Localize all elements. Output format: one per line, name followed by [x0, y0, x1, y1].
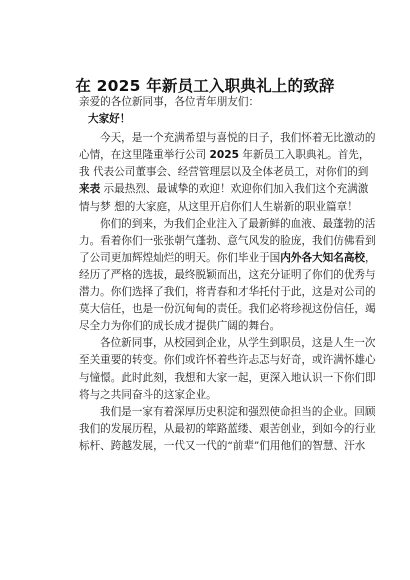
paragraph-line: 尽全力为你们的成长成才提供广阔的舞台。 — [79, 320, 281, 333]
document-body — [79, 94, 376, 455]
paragraph-line: 将与之共同奋斗的这家企业。 — [79, 388, 217, 401]
paragraph-line: 至关重要的转变。你们或许怀着些许忐忑与好奇，或许满怀雄心 — [79, 354, 376, 367]
paragraph-line: 今天，是一个充满希望与喜悦的日子，我们怀着无比激动的 — [100, 132, 376, 145]
paragraph-line: 我们是一家有着深厚历史积淀和强烈使命担当的企业。回顾 — [100, 405, 376, 418]
paragraph-line: 莫大信任，也是一份沉甸甸的责任。我们必将珍视这份信任，竭 — [79, 303, 376, 316]
paragraph-line: 了公司更加辉煌灿烂的明天。你们毕业于国内外各大知名高校， — [79, 251, 376, 264]
paragraph-line: 与憧憬。此时此刻，我想和大家一起，更深入地认识一下你们即 — [79, 371, 376, 384]
paragraph-line: 力。看着你们一张张朝气蓬勃、意气风发的脸庞，我们仿佛看到 — [79, 234, 376, 247]
document-title: 在 2025 年新员工入职典礼上的致辞 — [75, 77, 335, 95]
paragraph-line: 我 代表公司董事会、经营管理层以及全体老员工，对你们的到 — [79, 166, 369, 179]
paragraph-line: 经历了严格的选拔，最终脱颖而出，这充分证明了你们的优秀与 — [79, 268, 376, 281]
salutation: 亲爱的各位新同事，各位青年朋友们： — [79, 96, 260, 108]
paragraph-line: 标杆、跨越发展，一代又一代的“前辈”们用他们的智慧、汗水 — [79, 439, 366, 452]
paragraph-line: 各位新同事，从校园到企业，从学生到职员，这是人生一次 — [100, 337, 376, 350]
greeting: 大家好！ — [88, 113, 131, 126]
paragraph-line: 我们的发展历程，从最初的筚路蓝缕、艰苦创业，到如今的行业 — [79, 422, 376, 435]
paragraph-line: 潜力。你们选择了我们，将青春和才华托付于此，这是对公司的 — [79, 286, 376, 299]
paragraph-line: 心情，在这里隆重举行公司 2025 年新员工入职典礼。首先， — [79, 149, 370, 162]
paragraph-line: 你们的到来，为我们企业注入了最新鲜的血液、最蓬勃的活 — [100, 217, 376, 230]
paragraph-line: 来表 示最热烈、最诚挚的欢迎！欢迎你们加入我们这个充满激 — [79, 183, 369, 196]
paragraph-line: 情与梦 想的大家庭，从这里开启你们人生崭新的职业篇章！ — [79, 200, 358, 213]
